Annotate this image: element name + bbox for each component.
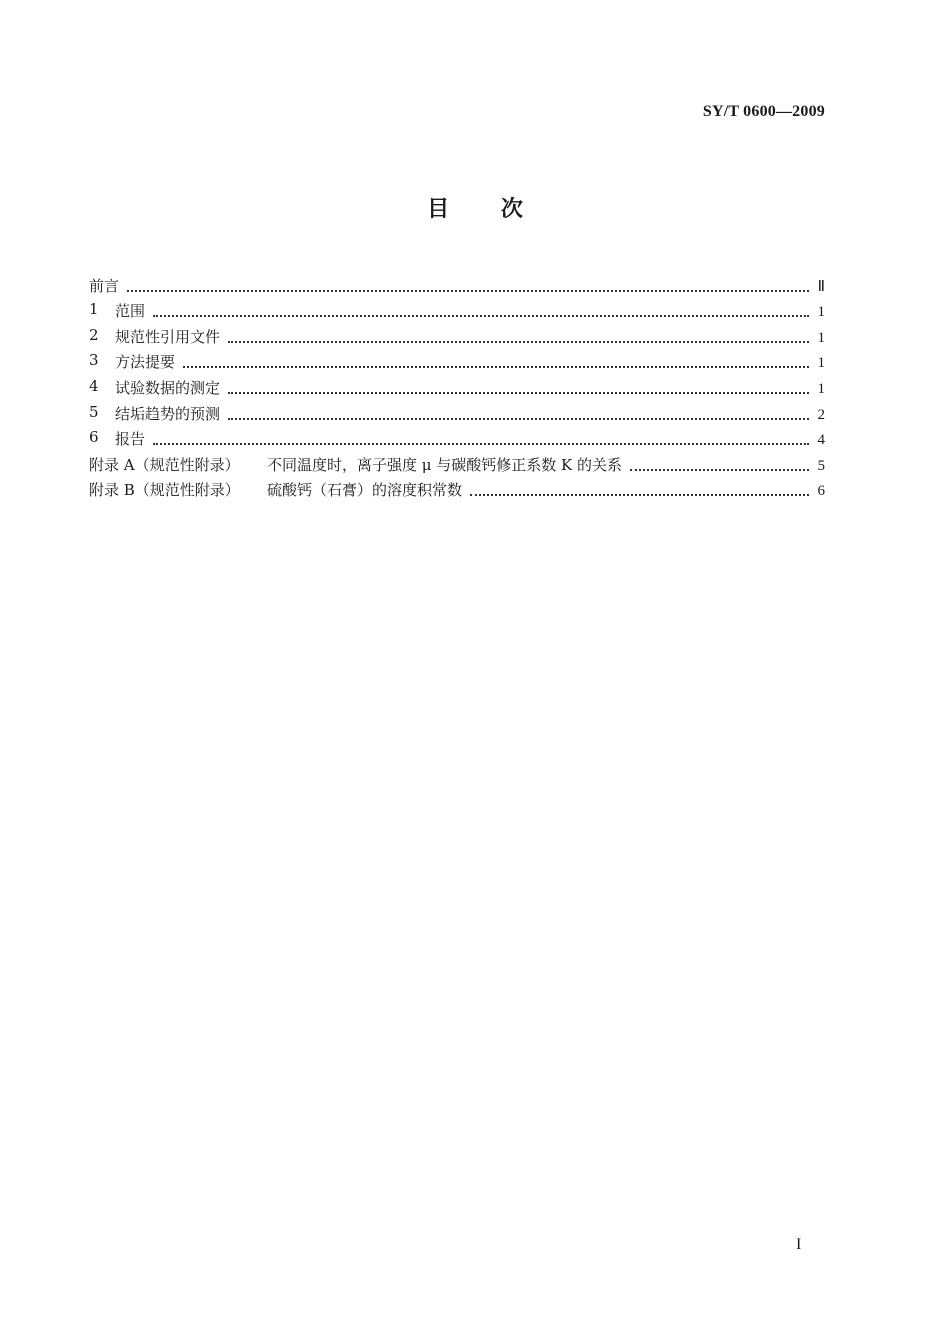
toc-entry-6[interactable] — [89, 424, 825, 450]
toc-entry-title: 方法提要 — [115, 353, 176, 372]
toc-entry-number: 1 — [89, 300, 99, 319]
toc-entry-title: 规范性引用文件 — [115, 327, 221, 346]
toc-entry-number: 2 — [89, 325, 99, 344]
toc-entry-4[interactable] — [89, 372, 825, 398]
toc-page-number: Ⅱ — [817, 278, 825, 295]
toc-page-number: 5 — [817, 457, 825, 474]
toc-appendix-label: 附录 B（规范性附录） — [89, 481, 240, 500]
toc-entry-number: 4 — [89, 376, 99, 395]
toc-entry-title: 结垢趋势的预测 — [115, 404, 221, 423]
toc-entry-title: 试验数据的测定 — [115, 378, 221, 397]
toc-entry-appendix-a[interactable] — [89, 449, 825, 475]
toc-entry-number: 3 — [89, 351, 99, 370]
dot-leader — [228, 340, 809, 343]
toc-appendix-label: 附录 A（规范性附录） — [89, 455, 240, 474]
toc-entry-appendix-b[interactable] — [89, 475, 825, 501]
toc-page-number: 4 — [817, 432, 825, 449]
dot-leader — [153, 442, 809, 445]
toc-entry-title: 范围 — [115, 302, 146, 321]
toc-page-number: 2 — [817, 406, 825, 423]
toc-entry-number: 5 — [89, 402, 99, 421]
toc-entry-5[interactable] — [89, 398, 825, 424]
toc-page-number: 6 — [817, 483, 825, 500]
toc-page-number: 1 — [817, 355, 825, 372]
toc-entry-title: 硫酸钙（石膏）的溶度积常数 — [267, 481, 463, 500]
toc-entry-1[interactable] — [89, 296, 825, 322]
dot-leader — [127, 289, 809, 292]
dot-leader — [228, 417, 809, 420]
toc-page-number: 1 — [817, 304, 825, 321]
toc-entry-title: 不同温度时，离子强度 μ 与碳酸钙修正系数 K 的关系 — [267, 455, 623, 474]
toc-entry-foreword[interactable] — [89, 270, 825, 296]
dot-leader — [630, 468, 809, 471]
toc-page-number: 1 — [817, 329, 825, 346]
toc-entry-number: 6 — [89, 428, 99, 447]
dot-leader — [228, 391, 809, 394]
toc-entry-title: 前言 — [89, 276, 120, 295]
dot-leader — [470, 493, 809, 496]
toc-entry-3[interactable] — [89, 347, 825, 373]
toc-entry-2[interactable] — [89, 321, 825, 347]
page-number: I — [796, 1236, 802, 1253]
toc-page-number: 1 — [817, 380, 825, 397]
toc-entry-title: 报告 — [115, 430, 146, 449]
document-code: SY/T 0600—2009 — [702, 103, 825, 120]
page-title: 目 次 — [427, 197, 523, 222]
table-of-contents — [89, 270, 825, 500]
dot-leader — [153, 314, 809, 317]
dot-leader — [183, 365, 809, 368]
